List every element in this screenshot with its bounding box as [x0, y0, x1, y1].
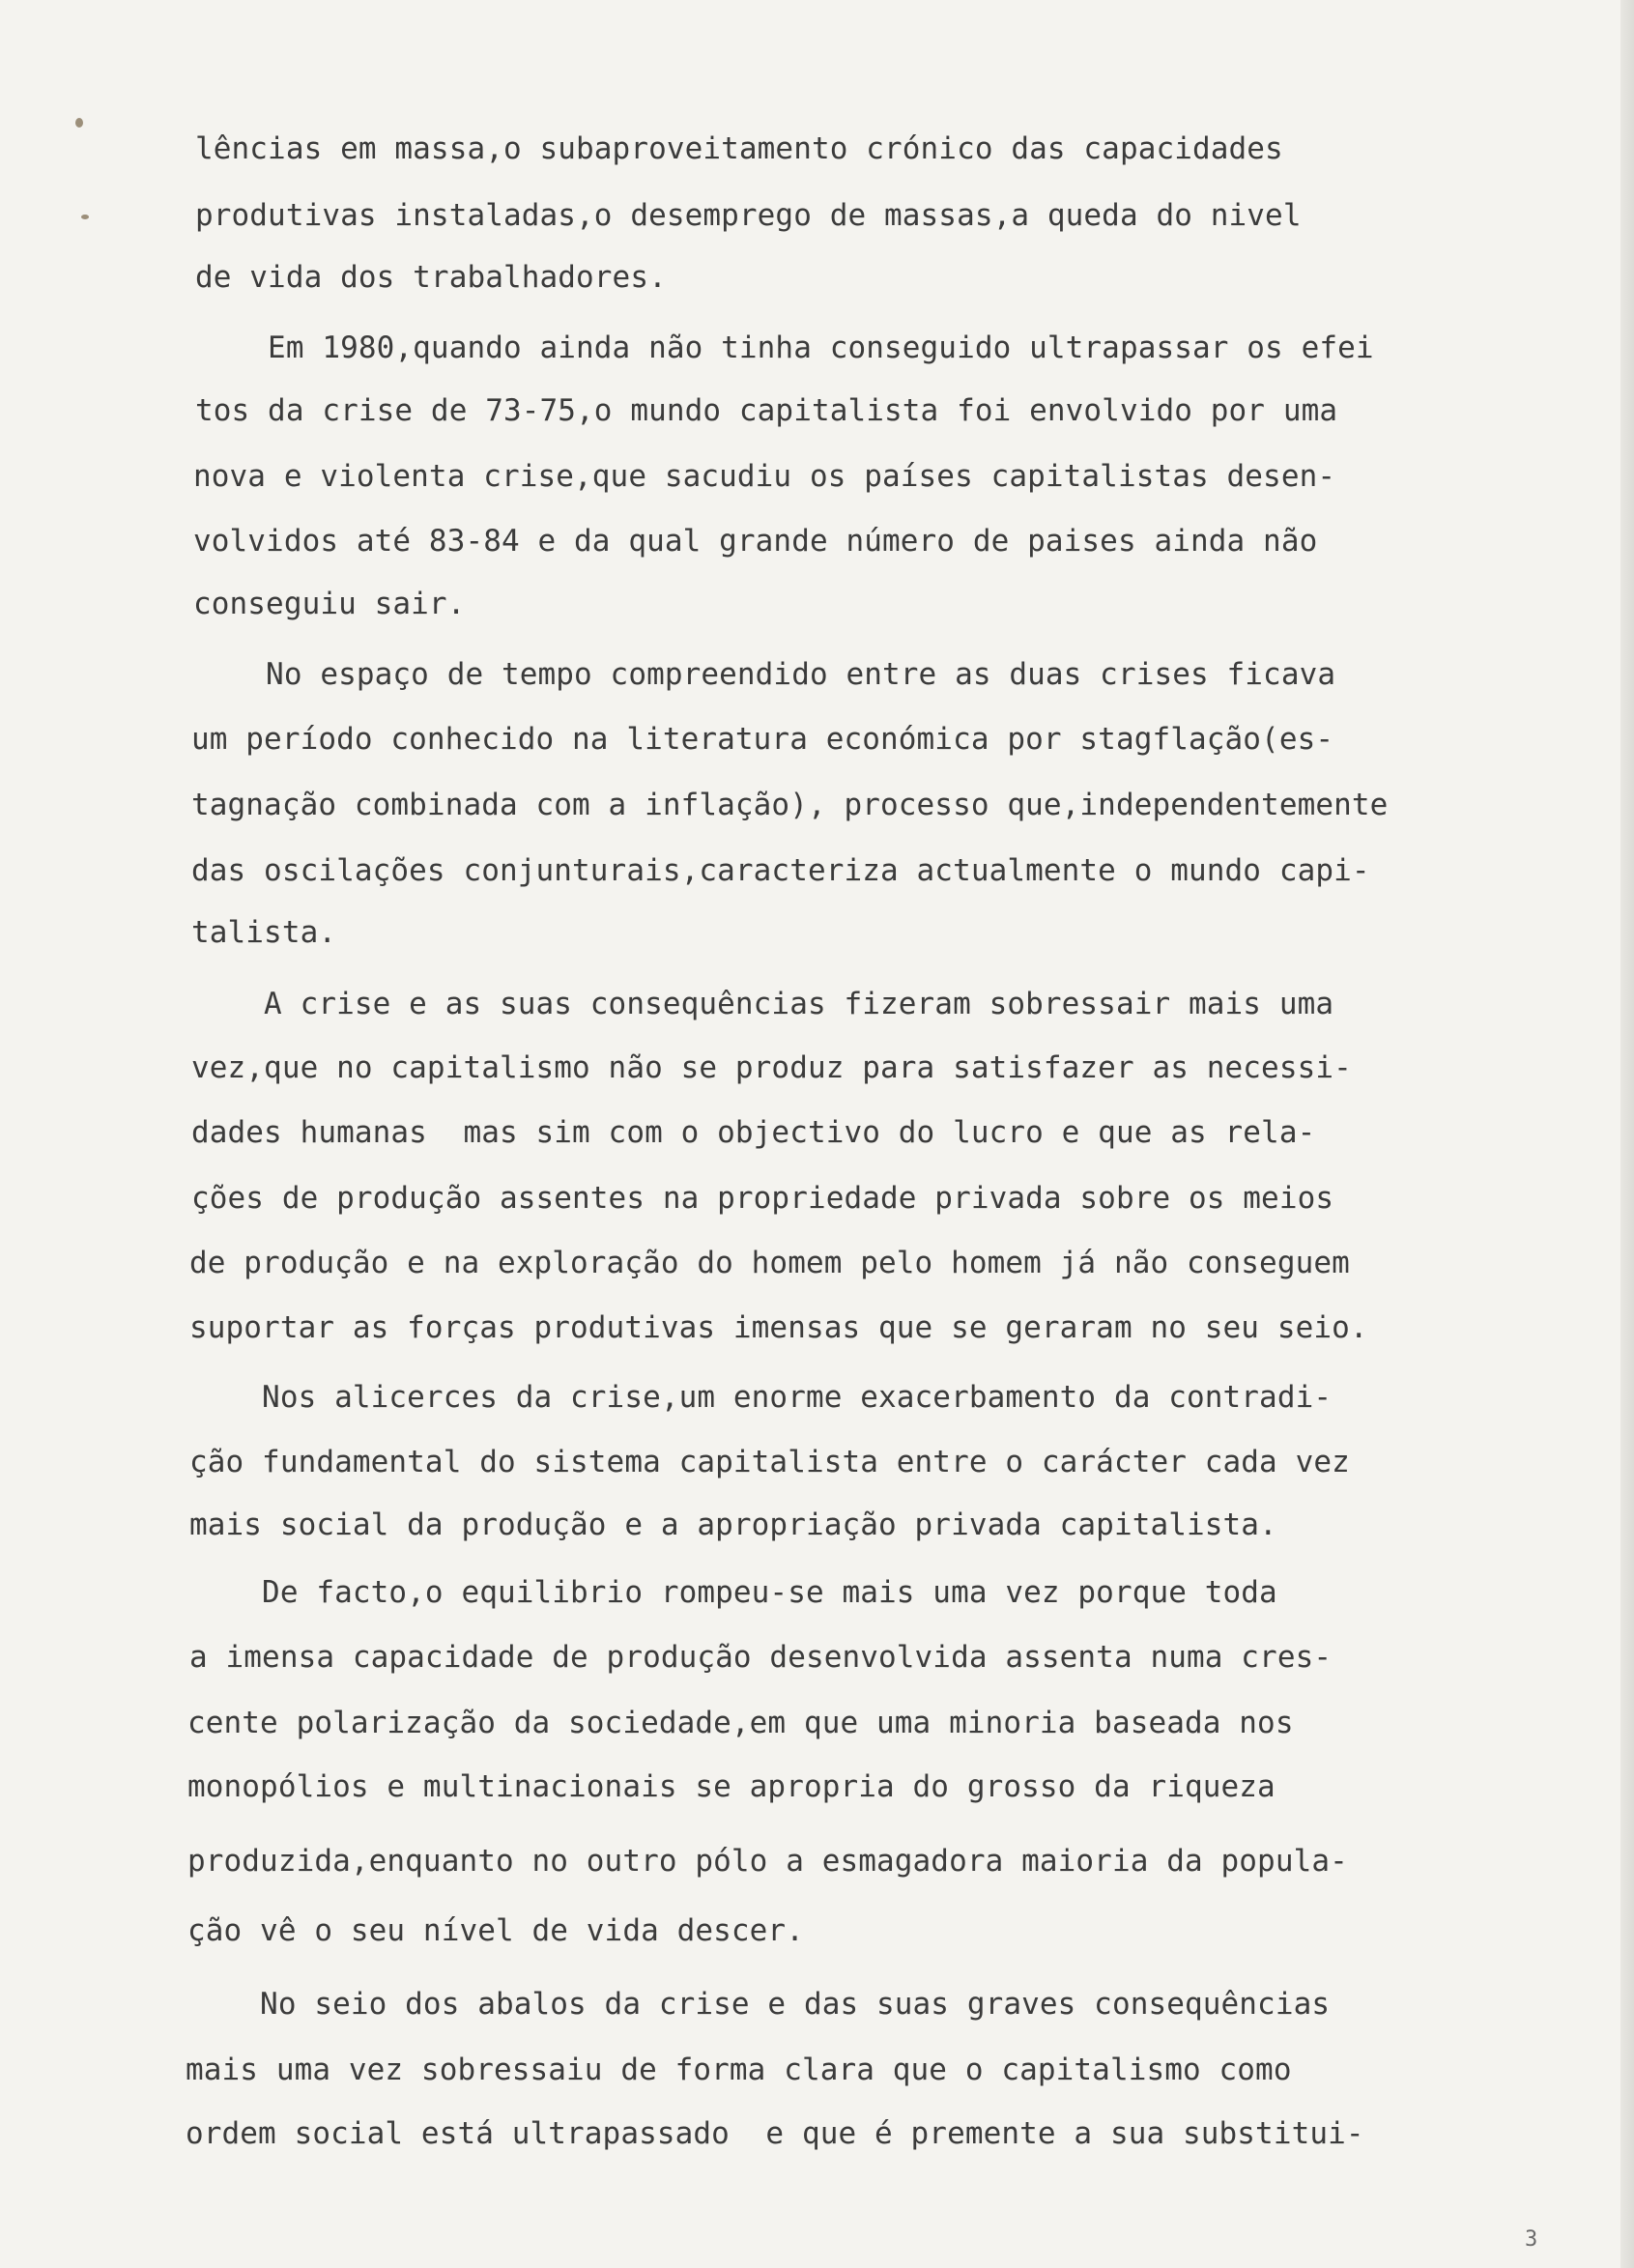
text-line: ções de produção assentes na propriedade privada sobre os meios	[191, 1181, 1334, 1216]
text-line: Nos alicerces da crise,um enorme exacerbamento da contradi-	[189, 1380, 1333, 1415]
text-line: suportar as forças produtivas imensas que se geraram no seu seio.	[189, 1310, 1368, 1345]
text-line: De facto,o equilibrio rompeu-se mais uma vez porque toda	[189, 1575, 1277, 1610]
text-line: No espaço de tempo compreendido entre as duas crises ficava	[193, 657, 1336, 692]
text-line: monopólios e multinacionais se apropria do grosso da riqueza	[187, 1769, 1276, 1804]
text-line: vez,que no capitalismo não se produz para satisfazer as necessi-	[191, 1050, 1352, 1085]
text-line: No seio dos abalos da crise e das suas graves consequências	[187, 1987, 1331, 2022]
text-line: produzida,enquanto no outro pólo a esmagadora maioria da popula-	[187, 1844, 1348, 1879]
text-line: mais social da produção e a apropriação privada capitalista.	[189, 1507, 1277, 1542]
text-line: a imensa capacidade de produção desenvolvida assenta numa cres-	[189, 1640, 1333, 1675]
punch-mark-top	[75, 118, 83, 128]
text-line: de produção e na exploração do homem pelo homem já não conseguem	[189, 1246, 1350, 1280]
text-line: tos da crise de 73-75,o mundo capitalista foi envolvido por uma	[195, 393, 1338, 428]
text-line: ção vê o seu nível de vida descer.	[187, 1913, 804, 1948]
text-line: um período conhecido na literatura económica por stagflação(es-	[191, 722, 1334, 757]
text-line: mais uma vez sobressaiu de forma clara que o capitalismo como	[186, 2053, 1292, 2087]
text-line: tagnação combinada com a inflação), processo que,independentemente	[191, 788, 1389, 822]
text-line: talista.	[191, 915, 337, 950]
text-line: A crise e as suas consequências fizeram sobressair mais uma	[191, 987, 1334, 1021]
text-line: cente polarização da sociedade,em que uma minoria baseada nos	[187, 1706, 1294, 1740]
text-line: conseguiu sair.	[193, 587, 466, 621]
text-line: das oscilações conjunturais,caracteriza actualmente o mundo capi-	[191, 853, 1370, 888]
text-line: Em 1980,quando ainda não tinha conseguido ultrapassar os efei	[195, 330, 1374, 365]
text-line: ordem social está ultrapassado e que é premente a sua substitui-	[186, 2116, 1364, 2151]
punch-mark-middle	[81, 215, 89, 219]
text-line: volvidos até 83-84 e da qual grande número de paises ainda não	[193, 524, 1318, 559]
text-line: nova e violenta crise,que sacudiu os países capitalistas desen-	[193, 459, 1336, 494]
text-line: ção fundamental do sistema capitalista entre o carácter cada vez	[189, 1445, 1350, 1479]
text-line: lências em massa,o subaproveitamento crónico das capacidades	[195, 131, 1283, 166]
text-line: produtivas instaladas,o desemprego de massas,a queda do nivel	[195, 198, 1302, 233]
text-line: de vida dos trabalhadores.	[195, 260, 667, 295]
page-number: 3	[1525, 2227, 1538, 2252]
text-line: dades humanas mas sim com o objectivo do lucro e que as rela-	[191, 1115, 1316, 1150]
